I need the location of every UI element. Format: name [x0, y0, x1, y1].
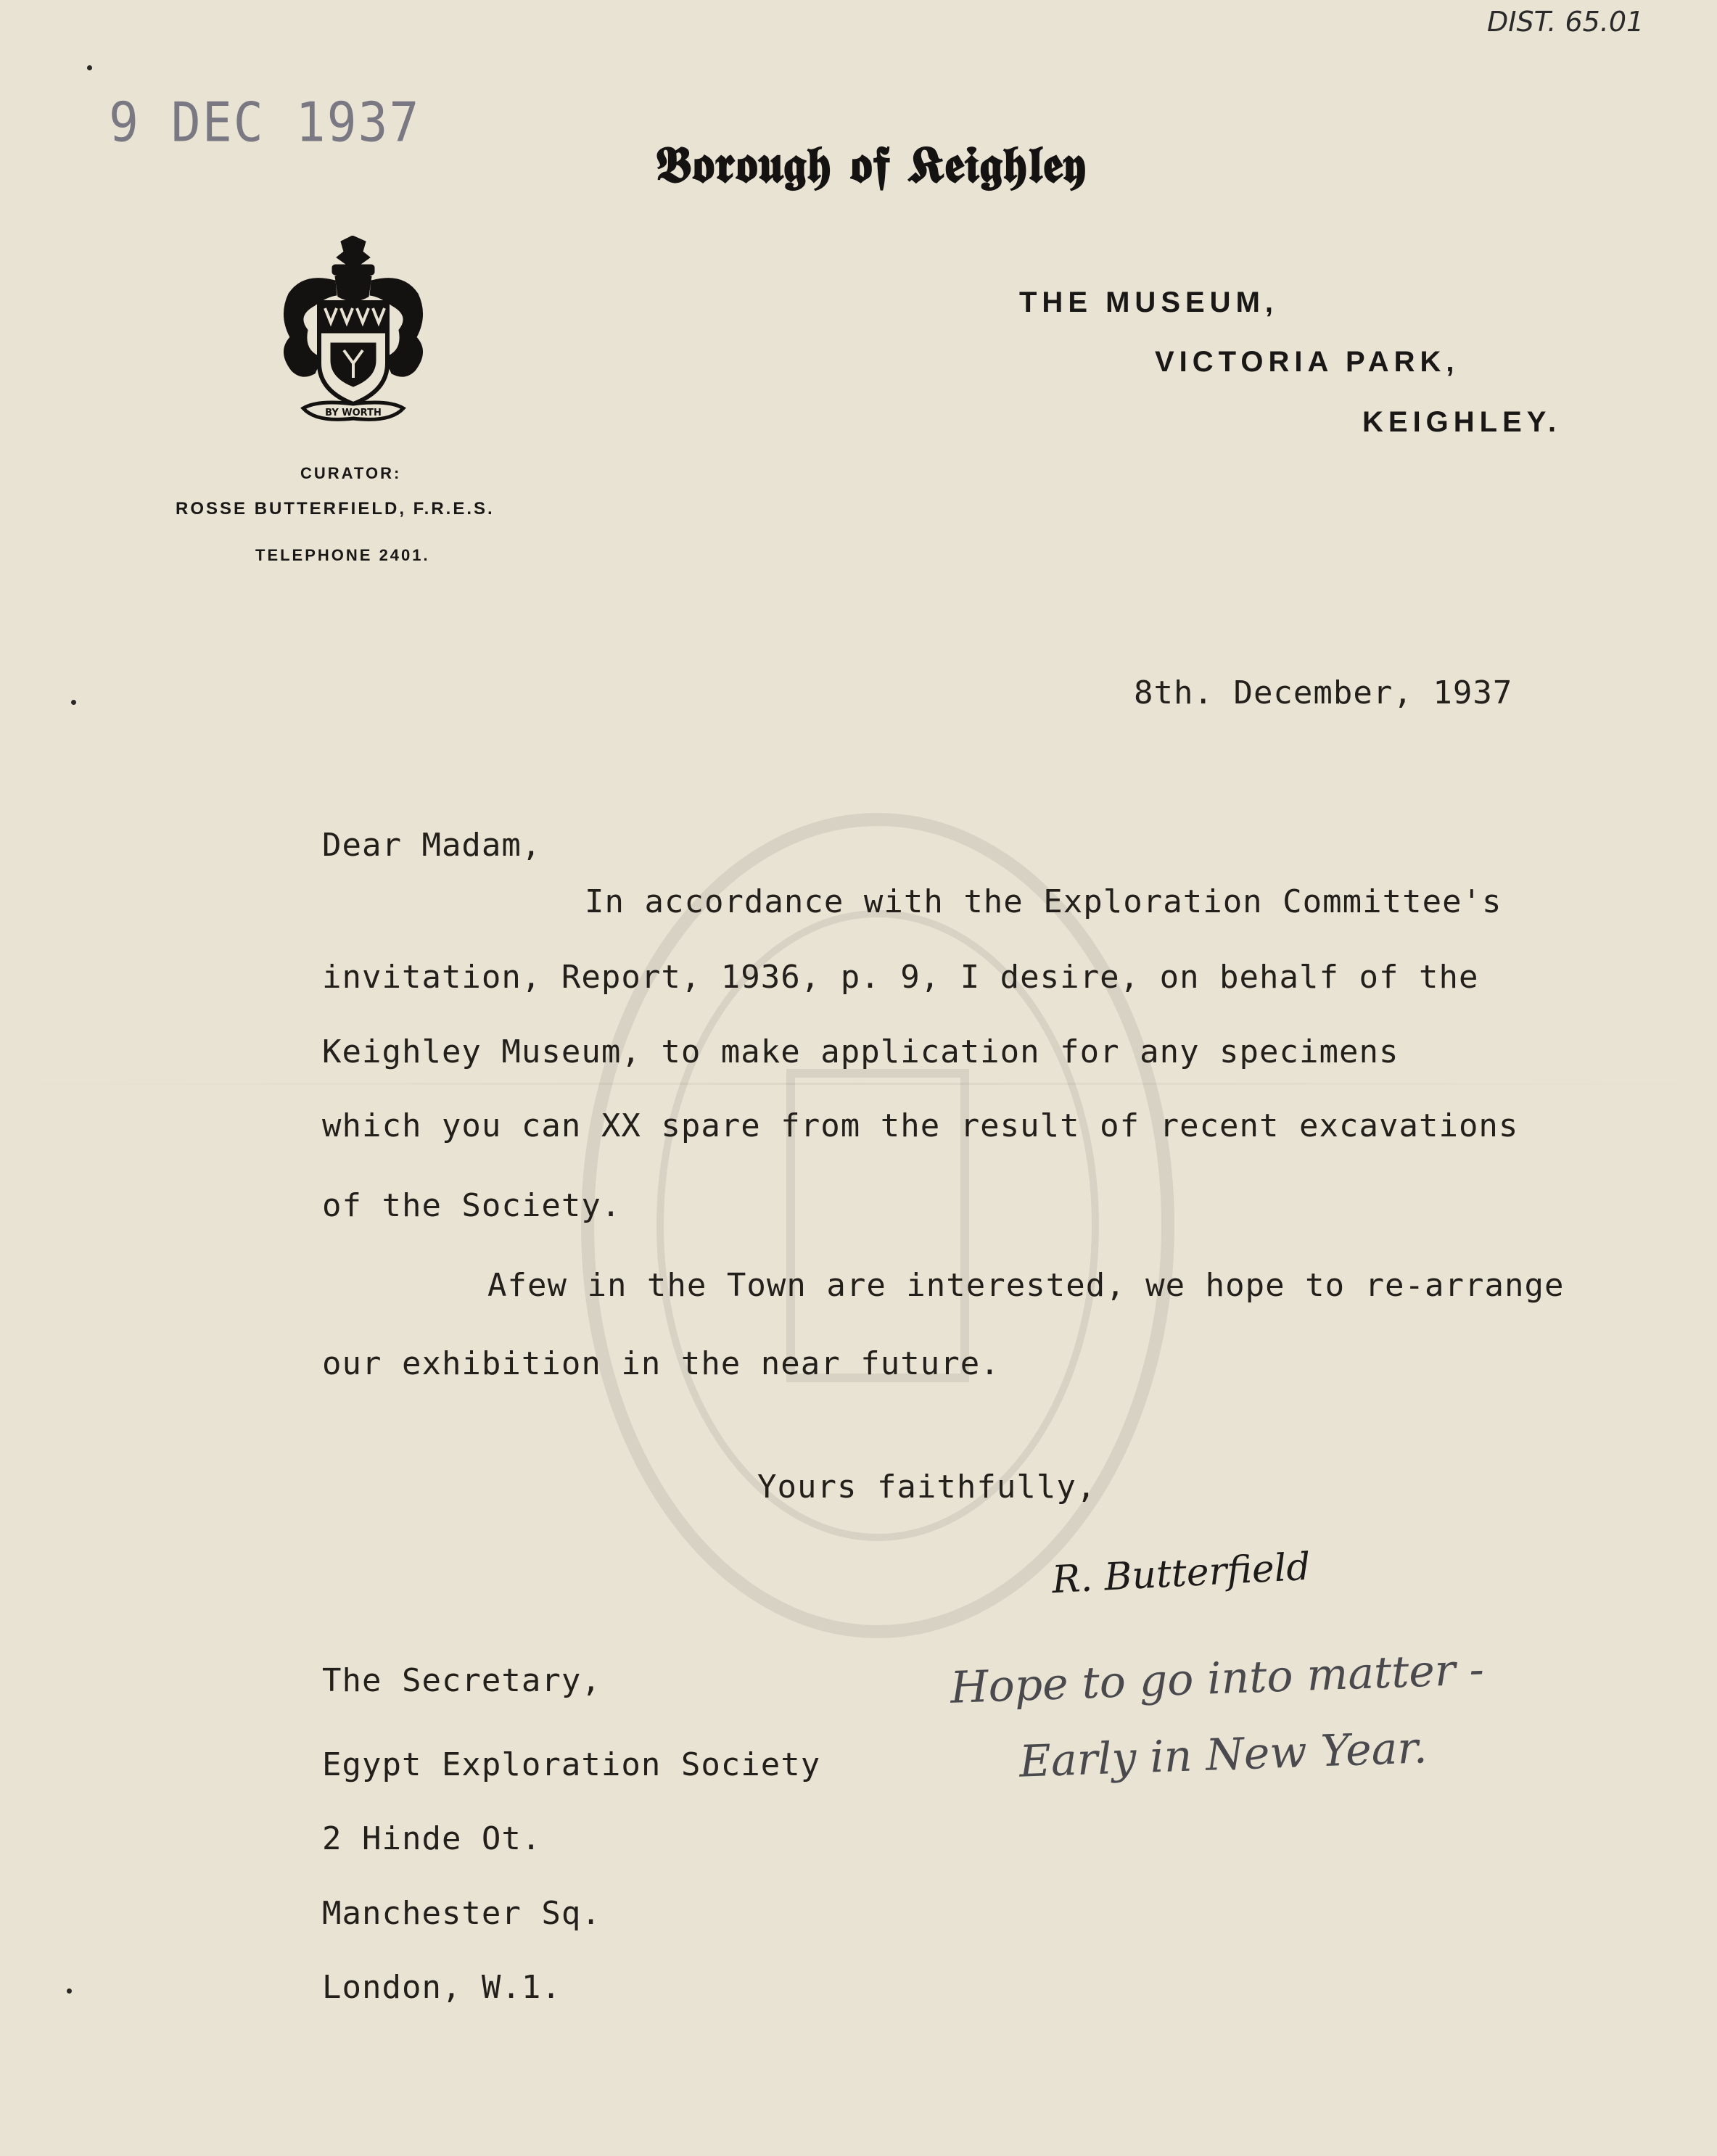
closing: Yours faithfully, — [757, 1469, 1097, 1506]
paper-fold-line — [0, 1083, 1717, 1085]
body-line: of the Society. — [322, 1187, 622, 1224]
curator-label: CURATOR: — [300, 464, 402, 482]
letter-date: 8th. December, 1937 — [1134, 674, 1513, 711]
body-line: invitation, Report, 1936, p. 9, I desire, on behalf of the — [322, 959, 1479, 996]
recipient-line: The Secretary, — [322, 1662, 601, 1699]
body-line: which you can XX spare from the result of recent excavations — [322, 1107, 1519, 1144]
signature: R. Butterfield — [1050, 1545, 1312, 1603]
crest-motto: BY WORTH — [325, 408, 382, 418]
address-line: THE MUSEUM, — [1019, 286, 1278, 318]
handwritten-note-line: Hope to go into matter - — [950, 1644, 1485, 1714]
borough-crest-icon — [274, 236, 432, 426]
recipient-line: Manchester Sq. — [322, 1895, 601, 1932]
body-line: our exhibition in the near future. — [322, 1345, 1000, 1382]
body-line: In accordance with the Exploration Committee's — [585, 883, 1502, 920]
received-date-stamp: 9 DEC 1937 — [109, 91, 421, 154]
address-line: VICTORIA PARK, — [1155, 346, 1459, 378]
letterhead-title: 𝕭𝖔𝖗𝖔𝖚𝖌𝖍 𝖔𝖋 𝕶𝖊𝖎𝖌𝖍𝖑𝖊𝖞 — [655, 134, 1086, 194]
body-line: Afew in the Town are interested, we hope to re-arrange — [487, 1267, 1565, 1304]
handwritten-note-line: Early in New Year. — [1018, 1722, 1428, 1788]
archive-reference: DIST. 65.01 — [1487, 6, 1644, 38]
paper-speck — [71, 700, 76, 705]
recipient-line: 2 Hinde Ot. — [322, 1820, 542, 1857]
paper-speck — [67, 1988, 72, 1994]
body-line: Keighley Museum, to make application for any specimens — [322, 1033, 1399, 1070]
salutation: Dear Madam, — [322, 827, 542, 864]
telephone-number: TELEPHONE 2401. — [255, 546, 430, 564]
paper-speck — [87, 65, 92, 70]
recipient-line: Egypt Exploration Society — [322, 1746, 821, 1783]
address-line: KEIGHLEY. — [1362, 406, 1562, 438]
curator-name: ROSSE BUTTERFIELD, F.R.E.S. — [176, 499, 495, 519]
recipient-line: London, W.1. — [322, 1969, 561, 2006]
